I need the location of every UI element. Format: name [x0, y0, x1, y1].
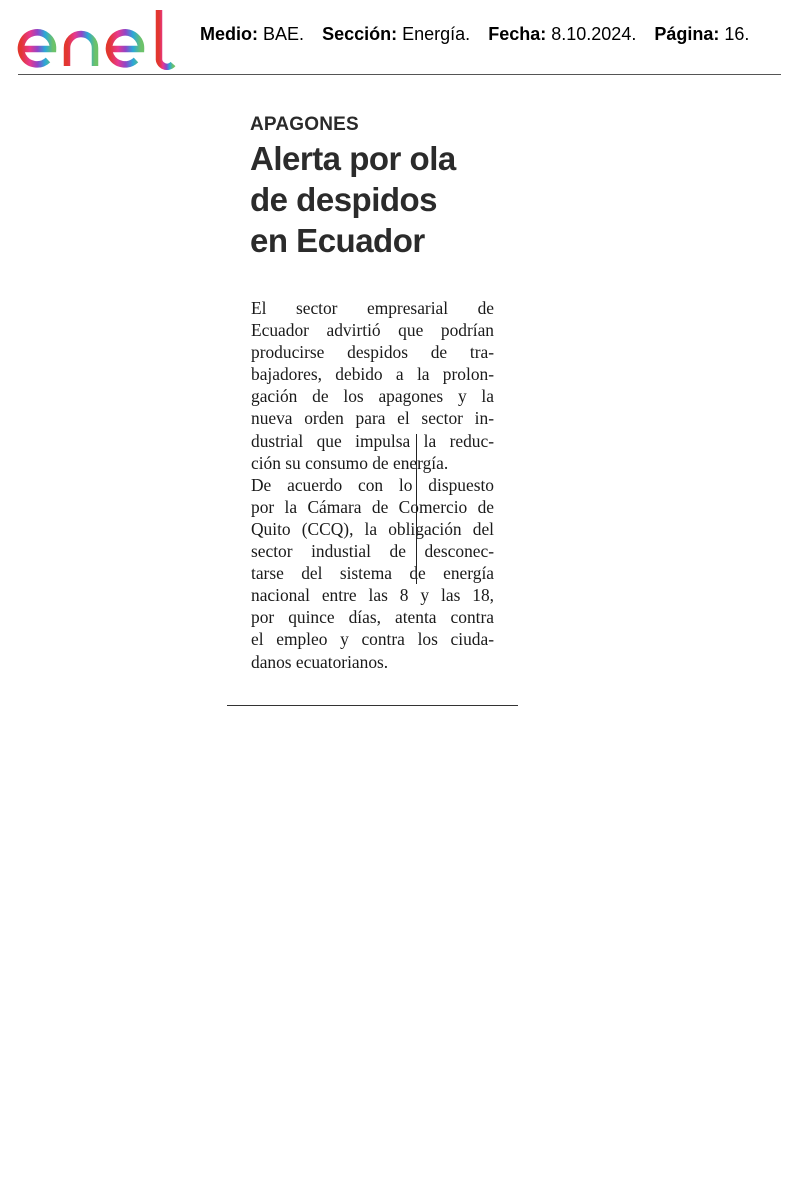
- header-divider: [18, 74, 781, 75]
- article-bottom-divider: [227, 705, 518, 706]
- publication-meta: [200, 24, 749, 45]
- seccion-value: Energía.: [402, 24, 471, 44]
- body-line: nueva orden para el sector in-: [251, 408, 494, 429]
- fecha-value: 8.10.2024.: [551, 24, 637, 44]
- pagina-value: 16.: [724, 24, 750, 44]
- body-line: ción su consumo de energía.: [251, 452, 449, 473]
- article-kicker: APAGONES: [250, 114, 359, 135]
- body-line: Quito (CCQ), la obligación del: [251, 518, 494, 539]
- body-line: dustrial que impulsa la reduc-: [251, 430, 494, 451]
- body-line: el empleo y contra los ciuda-: [251, 629, 494, 650]
- pagina-label: Página:: [654, 24, 720, 44]
- enel-logo: [14, 6, 180, 72]
- body-line: gación de los apagones y la: [251, 386, 494, 407]
- article-body: [251, 297, 494, 673]
- body-line: danos ecuatorianos.: [251, 651, 389, 672]
- body-line: por la Cámara de Comercio de: [251, 496, 494, 517]
- headline-line: de despidos: [250, 181, 438, 218]
- medio-label: Medio:: [200, 24, 258, 44]
- headline-line: en Ecuador: [250, 222, 425, 259]
- seccion-label: Sección:: [322, 24, 398, 44]
- body-line: nacional entre las 8 y las 18,: [251, 585, 494, 606]
- body-line: El sector empresarial de: [251, 298, 494, 318]
- body-line: por quince días, atenta contra: [251, 607, 494, 628]
- body-line: tarse del sistema de energía: [251, 563, 494, 584]
- article-headline: [250, 138, 550, 261]
- body-line: De acuerdo con lo dispuesto: [251, 474, 494, 495]
- fecha-label: Fecha:: [488, 24, 547, 44]
- body-line: bajadores, debido a la prolon-: [251, 364, 494, 385]
- column-rule: [416, 434, 417, 584]
- body-line: sector industial de desconec-: [251, 541, 494, 562]
- medio-value: BAE.: [263, 24, 305, 44]
- headline-line: Alerta por ola: [250, 140, 456, 177]
- body-line: producirse despidos de tra-: [251, 342, 494, 363]
- body-line: Ecuador advirtió que podrían: [251, 320, 494, 341]
